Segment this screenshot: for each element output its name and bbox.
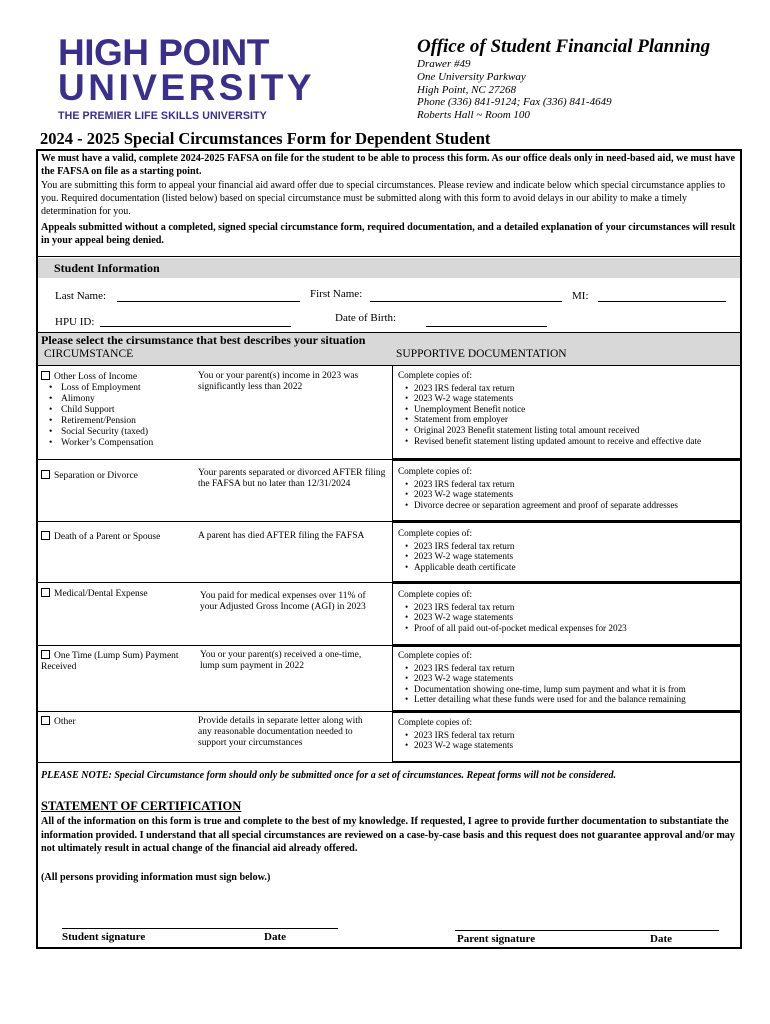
documentation-column-header: SUPPORTIVE DOCUMENTATION xyxy=(396,348,567,360)
circumstance-description: Provide details in separate letter along with any reasonable documentation needed to support your circumstances xyxy=(198,716,363,748)
checkbox[interactable] xyxy=(41,716,50,725)
list-item: • Social Security (taxed) xyxy=(61,427,191,438)
circumstance-label: Other Loss of Income xyxy=(54,372,138,382)
list-item: • 2023 IRS federal tax return xyxy=(414,663,738,674)
circumstance-label: Death of a Parent or Spouse xyxy=(54,532,161,542)
list-item: • 2023 W-2 wage statements xyxy=(414,393,738,404)
parent-date-label: Date xyxy=(650,933,672,945)
circumstance-option[interactable] xyxy=(41,716,191,728)
list-item: • 2023 W-2 wage statements xyxy=(414,612,738,623)
circumstance-option[interactable] xyxy=(41,650,191,673)
docs-title: Complete copies of: xyxy=(398,650,472,660)
divider xyxy=(37,256,741,257)
certification-body: All of the information on this form is true and complete to the best of my knowledge. If requested, I agree to provide further documentation to substantiate the information provided. I understand that all special circumstances are reviewed on a case-by-case basis and this request does not guarantee approval and/or may not ultimately result in actual change of the financial aid already offered. xyxy=(41,816,735,854)
intro-requirement: We must have a valid, complete 2024-2025 FAFSA on file for the student to be able to process this form. As our office deals only in need-based aid, we must have the FAFSA on file as a starting point. xyxy=(41,153,735,177)
circumstance-section-title: Please select the cirsumstance that best describes your situation xyxy=(41,333,366,347)
office-title: Office of Student Financial Planning xyxy=(417,36,711,57)
circumstance-column-header: CIRCUMSTANCE xyxy=(44,348,134,360)
mi-label: MI: xyxy=(572,290,589,302)
mi-field[interactable] xyxy=(598,301,726,302)
circumstance-description: You or your parent(s) received a one-time, lump sum payment in 2022 xyxy=(200,650,362,671)
first-name-label: First Name: xyxy=(310,288,363,300)
circumstance-description: A parent has died AFTER filing the FAFSA xyxy=(198,531,365,541)
circumstance-option[interactable] xyxy=(41,531,191,543)
university-logo xyxy=(58,32,316,122)
docs-title: Complete copies of: xyxy=(398,717,472,727)
intro-warning: Appeals submitted without a completed, signed special circumstance form, required documentation, and a detailed explanation of your circumstances will result in your appeal being denied. xyxy=(41,222,736,246)
circumstance-option[interactable] xyxy=(41,588,191,600)
address-line: Phone (336) 841-9124; Fax (336) 841-4649 xyxy=(417,96,612,109)
dob-label: Date of Birth: xyxy=(335,312,397,324)
checkbox[interactable] xyxy=(41,531,50,540)
address-line: One University Parkway xyxy=(417,70,526,83)
circumstance-option[interactable] xyxy=(41,470,191,482)
list-item: • Alimony xyxy=(61,394,191,405)
list-item: • 2023 W-2 wage statements xyxy=(414,489,738,500)
address-line: Roberts Hall ~ Room 100 xyxy=(417,109,530,122)
student-signature-label: Student signature xyxy=(62,931,146,943)
list-item: • Loss of Employment xyxy=(61,383,191,394)
last-name-field[interactable] xyxy=(117,301,300,302)
list-item: • 2023 W-2 wage statements xyxy=(414,740,738,751)
logo-line-1: HIGH POINT xyxy=(58,32,269,73)
documentation-list xyxy=(398,528,738,572)
student-date-label: Date xyxy=(264,931,286,943)
please-note: PLEASE NOTE: Special Circumstance form should only be submitted once for a set of circumstances. Repeat forms will not be considered. xyxy=(41,770,616,781)
list-item: • Original 2023 Benefit statement listing total amount received xyxy=(414,425,738,436)
list-item: • 2023 IRS federal tax return xyxy=(414,541,738,552)
list-item: • Letter detailing what these funds were used for and the balance remaining xyxy=(414,694,738,705)
hpu-id-label: HPU ID: xyxy=(55,316,95,328)
list-item: • Unemployment Benefit notice xyxy=(414,404,738,415)
student-signature-field[interactable] xyxy=(62,928,338,929)
checkbox[interactable] xyxy=(41,650,50,659)
list-item: • Child Support xyxy=(61,405,191,416)
docs-title: Complete copies of: xyxy=(398,589,472,599)
docs-title: Complete copies of: xyxy=(398,466,472,476)
signature-instruction: (All persons providing information must sign below.) xyxy=(41,872,271,883)
list-item: • Divorce decree or separation agreement and proof of separate addresses xyxy=(414,500,738,511)
list-item: • 2023 IRS federal tax return xyxy=(414,602,738,613)
intro-instructions: You are submitting this form to appeal your financial aid award offer due to special circumstances. Please review and indicate below which special circumstance applies to you. Required documentation (listed below) based on special circumstance must be submitted along with this form to avoid delays in our ability to make a timely determination for you. xyxy=(41,180,726,217)
circumstance-label: Other xyxy=(54,717,76,727)
divider xyxy=(37,762,741,763)
documentation-list xyxy=(398,589,738,633)
checkbox[interactable] xyxy=(41,470,50,479)
docs-title: Complete copies of: xyxy=(398,370,472,380)
circumstance-label: Separation or Divorce xyxy=(54,471,138,481)
list-item: • Statement from employer xyxy=(414,414,738,425)
list-item: • Worker’s Compensation xyxy=(61,438,191,449)
checkbox[interactable] xyxy=(41,371,50,380)
list-item: • Proof of all paid out-of-pocket medical expenses for 2023 xyxy=(414,623,738,634)
documentation-list xyxy=(398,370,738,446)
docs-title: Complete copies of: xyxy=(398,528,472,538)
hpu-id-field[interactable] xyxy=(100,326,291,327)
parent-signature-label: Parent signature xyxy=(457,933,536,945)
list-item: • Documentation showing one-time, lump sum payment and what it is from xyxy=(414,684,738,695)
certification-title: STATEMENT OF CERTIFICATION xyxy=(41,799,242,813)
parent-signature-field[interactable] xyxy=(455,930,719,931)
list-item: • 2023 W-2 wage statements xyxy=(414,551,738,562)
circumstance-label: One Time (Lump Sum) Payment Received xyxy=(41,651,179,672)
documentation-list xyxy=(398,466,738,510)
list-item: • Revised benefit statement listing updated amount to receive and effective date xyxy=(414,436,738,447)
form-title: 2024 - 2025 Special Circumstances Form for Dependent Student xyxy=(40,129,491,148)
circumstance-description: You paid for medical expenses over 11% of your Adjusted Gross Income (AGI) in 2023 xyxy=(200,591,366,612)
list-item: • 2023 IRS federal tax return xyxy=(414,730,738,741)
circumstance-option[interactable] xyxy=(41,371,191,449)
list-item: • 2023 W-2 wage statements xyxy=(414,673,738,684)
first-name-field[interactable] xyxy=(370,301,562,302)
office-address-block xyxy=(417,36,710,122)
documentation-list xyxy=(398,650,738,705)
student-info-title: Student Information xyxy=(54,261,160,275)
list-item: • 2023 IRS federal tax return xyxy=(414,479,738,490)
address-line: High Point, NC 27268 xyxy=(417,83,517,96)
logo-tagline: THE PREMIER LIFE SKILLS UNIVERSITY xyxy=(58,110,267,122)
logo-line-2: UNIVERSITY xyxy=(58,67,316,108)
circumstance-label: Medical/Dental Expense xyxy=(54,589,148,599)
address-line: Drawer #49 xyxy=(417,58,471,70)
list-item: • 2023 IRS federal tax return xyxy=(414,383,738,394)
checkbox[interactable] xyxy=(41,588,50,597)
dob-field[interactable] xyxy=(426,326,547,327)
list-item: • Applicable death certificate xyxy=(414,562,738,573)
circumstance-description: You or your parent(s) income in 2023 was significantly less than 2022 xyxy=(198,371,359,392)
documentation-list xyxy=(398,717,738,751)
last-name-label: Last Name: xyxy=(55,290,107,302)
intro-text xyxy=(41,152,736,248)
list-item: • Retirement/Pension xyxy=(61,416,191,427)
circumstance-description: Your parents separated or divorced AFTER filing the FAFSA but no later than 12/31/2024 xyxy=(198,468,386,489)
